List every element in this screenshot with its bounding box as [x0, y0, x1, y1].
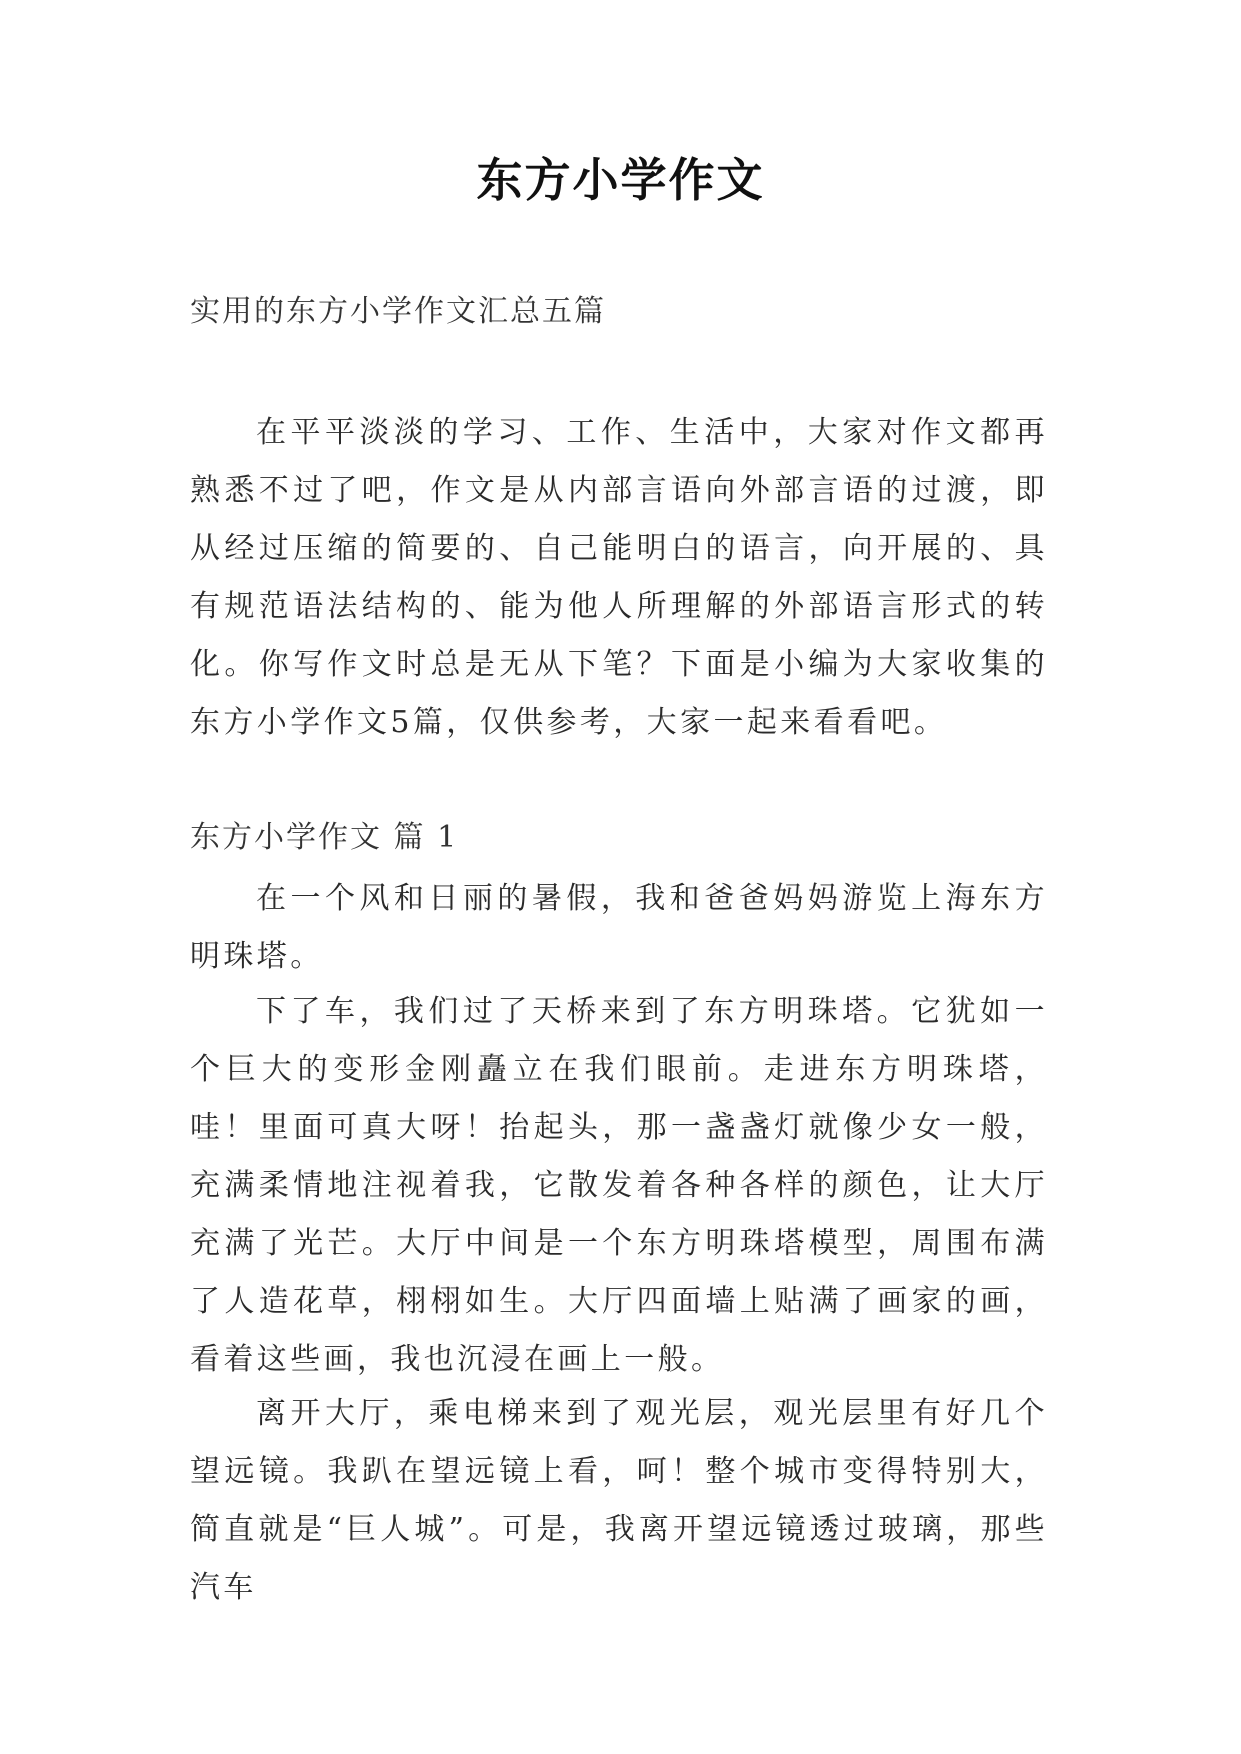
section-heading: 东方小学作文 篇 1: [190, 820, 459, 855]
section-paragraph: 在一个风和日丽的暑假，我和爸爸妈妈游览上海东方明珠塔。: [190, 881, 1048, 974]
intro-paragraph: 在平平淡淡的学习、工作、生活中，大家对作文都再熟悉不过了吧，作文是从内部言语向外部言语的过渡，即从经过压缩的简要的、自己能明白的语言，向开展的、具有规范语法结构的、能为他人所理解的外部语言形式的转化。你写作文时总是无从下笔？下面是小编为大家收集的东方小学作文5篇，仅供参考，大家一起来看看吧。: [190, 415, 1048, 740]
document-subtitle: 实用的东方小学作文汇总五篇: [190, 294, 606, 329]
section-paragraph: 离开大厅，乘电梯来到了观光层，观光层里有好几个望远镜。我趴在望远镜上看，呵！整个城市变得特别大，简直就是“巨人城”。可是，我离开望远镜透过玻璃，那些汽车: [190, 1396, 1048, 1605]
document-title: 东方小学作文: [476, 153, 765, 207]
section-paragraph: 下了车，我们过了天桥来到了东方明珠塔。它犹如一个巨大的变形金刚矗立在我们眼前。走进东方明珠塔，哇！里面可真大呀！抬起头，那一盏盏灯就像少女一般，充满柔情地注视着我，它散发着各种各样的颜色，让大厅充满了光芒。大厅中间是一个东方明珠塔模型，周围布满了人造花草，栩栩如生。大厅四面墙上贴满了画家的画，看着这些画，我也沉浸在画上一般。: [190, 994, 1048, 1377]
